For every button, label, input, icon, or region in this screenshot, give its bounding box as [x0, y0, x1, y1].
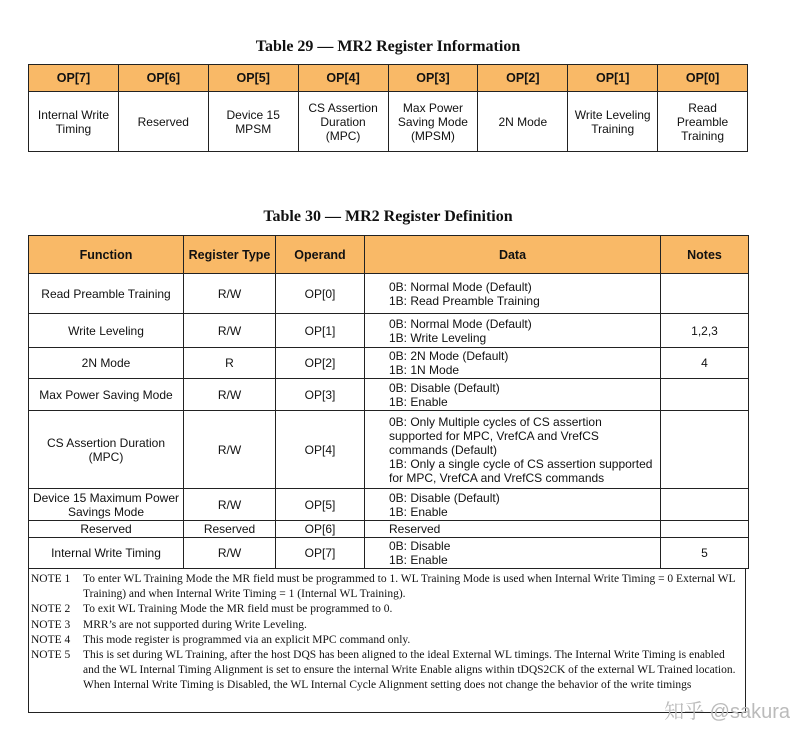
operand-cell: OP[2] [276, 348, 365, 379]
register-type-cell: R/W [184, 314, 276, 348]
column-header: OP[1] [568, 65, 658, 92]
note-item [29, 602, 745, 617]
note-text: To exit WL Training Mode the MR field must be programmed to 0. [83, 603, 393, 616]
table-row [29, 314, 749, 348]
note-item [29, 572, 745, 602]
note-label: NOTE 4 [31, 633, 71, 646]
notes-cell [661, 274, 749, 314]
data-cell [365, 379, 661, 411]
table29-title: Table 29 — MR2 Register Information [255, 38, 521, 55]
function-cell: Max Power Saving Mode [29, 379, 184, 411]
data-line: 1B: Enable [389, 504, 448, 519]
data-cell [365, 521, 661, 538]
table-row [29, 379, 749, 411]
table-cell: Reserved [118, 92, 208, 152]
table-row [29, 521, 749, 538]
register-type-cell: R/W [184, 411, 276, 489]
note-item [29, 648, 745, 694]
notes-cell [661, 411, 749, 489]
note-text: MRR’s are not supported during Write Leveling. [83, 618, 307, 631]
data-line: 0B: Only Multiple cycles of CS assertion supported for MPC, VrefCA and VrefCS commands (Default) [389, 414, 602, 457]
table-cell: Device 15 MPSM [208, 92, 298, 152]
table-cell: Internal Write Timing [29, 92, 119, 152]
table-cell: 2N Mode [478, 92, 568, 152]
register-type-cell: R/W [184, 379, 276, 411]
data-line: 0B: Disable (Default) [389, 380, 500, 395]
data-cell [365, 314, 661, 348]
column-header: Operand [276, 236, 365, 274]
table-row [29, 348, 749, 379]
mr2-register-definition-table [28, 235, 749, 569]
table-cell: Read Preamble Training [658, 92, 748, 152]
data-line: 0B: Normal Mode (Default) [389, 316, 532, 331]
column-header: OP[0] [658, 65, 748, 92]
data-line: 0B: Normal Mode (Default) [389, 279, 532, 294]
column-header: Register Type [184, 236, 276, 274]
note-item [29, 618, 745, 633]
data-line: 1B: Read Preamble Training [389, 293, 540, 308]
data-line: 0B: Disable (Default) [389, 490, 500, 505]
function-cell: 2N Mode [29, 348, 184, 379]
column-header: Notes [661, 236, 749, 274]
register-type-cell: R/W [184, 489, 276, 521]
column-header: OP[6] [118, 65, 208, 92]
table-row [29, 489, 749, 521]
column-header: OP[7] [29, 65, 119, 92]
operand-cell: OP[5] [276, 489, 365, 521]
data-cell [365, 411, 661, 489]
note-label: NOTE 5 [31, 649, 71, 662]
notes-box [28, 568, 746, 713]
notes-cell: 4 [661, 348, 749, 379]
table-row [29, 274, 749, 314]
column-header: Function [29, 236, 184, 274]
notes-cell [661, 521, 749, 538]
register-type-cell: R/W [184, 274, 276, 314]
table-cell: CS Assertion Duration (MPC) [298, 92, 388, 152]
column-header: OP[5] [208, 65, 298, 92]
operand-cell: OP[4] [276, 411, 365, 489]
data-line: 1B: 1N Mode [389, 363, 460, 377]
table30-title: Table 30 — MR2 Register Definition [263, 208, 513, 225]
column-header: OP[4] [298, 65, 388, 92]
notes-cell [661, 489, 749, 521]
data-line: 1B: Write Leveling [389, 330, 487, 345]
function-cell: Internal Write Timing [29, 538, 184, 569]
operand-cell: OP[0] [276, 274, 365, 314]
note-label: NOTE 3 [31, 618, 71, 631]
column-header: OP[3] [388, 65, 478, 92]
data-cell [365, 348, 661, 379]
note-text: This mode register is programmed via an explicit MPC command only. [83, 633, 411, 646]
operand-cell: OP[6] [276, 521, 365, 538]
data-cell [365, 274, 661, 314]
table-cell: Write Leveling Training [568, 92, 658, 152]
function-cell: Device 15 Maximum Power Savings Mode [29, 489, 184, 521]
mr2-register-info-table [28, 64, 748, 152]
data-line: Reserved [389, 522, 441, 536]
data-line: 1B: Enable [389, 553, 448, 567]
note-label: NOTE 2 [31, 603, 71, 616]
table-row [29, 411, 749, 489]
column-header: OP[2] [478, 65, 568, 92]
note-label: NOTE 1 [31, 573, 71, 585]
table-cell: Max Power Saving Mode (MPSM) [388, 92, 478, 152]
register-type-cell: R [184, 348, 276, 379]
note-item [29, 633, 745, 648]
table-row [29, 538, 749, 569]
data-line: 0B: Disable [389, 539, 451, 553]
notes-cell: 1,2,3 [661, 314, 749, 348]
data-line: 0B: 2N Mode (Default) [389, 349, 509, 363]
data-cell [365, 489, 661, 521]
function-cell: Read Preamble Training [29, 274, 184, 314]
note-text: This is set during WL Training, after the host DQS has been aligned to the ideal External WL timings. The Internal Write Timing is enabled and the WL Internal Timing Alignment is set to ensure the internal Write Enable aligns within tDQS2CK of the external WL Trained location. When Internal Write Timing is Disabled, the WL Internal Cycle Alignment setting does not change the behavior of the write timings [83, 649, 736, 692]
note-text: To enter WL Training Mode the MR field must be programmed to 1. WL Training Mode is used when Internal Write Timing = 0 External WL Training) and when Internal Write Timing = 1 (Internal WL Training). [83, 573, 736, 601]
data-line: 1B: Only a single cycle of CS assertion supported for MPC, VrefCA and VrefCS commands [389, 456, 653, 485]
operand-cell: OP[3] [276, 379, 365, 411]
notes-cell [661, 379, 749, 411]
register-type-cell: Reserved [184, 521, 276, 538]
column-header: Data [365, 236, 661, 274]
function-cell: CS Assertion Duration (MPC) [29, 411, 184, 489]
data-line: 1B: Enable [389, 394, 448, 409]
operand-cell: OP[1] [276, 314, 365, 348]
function-cell: Reserved [29, 521, 184, 538]
function-cell: Write Leveling [29, 314, 184, 348]
watermark: 知乎 @sakura [664, 701, 790, 723]
operand-cell: OP[7] [276, 538, 365, 569]
notes-cell: 5 [661, 538, 749, 569]
register-type-cell: R/W [184, 538, 276, 569]
data-cell [365, 538, 661, 569]
